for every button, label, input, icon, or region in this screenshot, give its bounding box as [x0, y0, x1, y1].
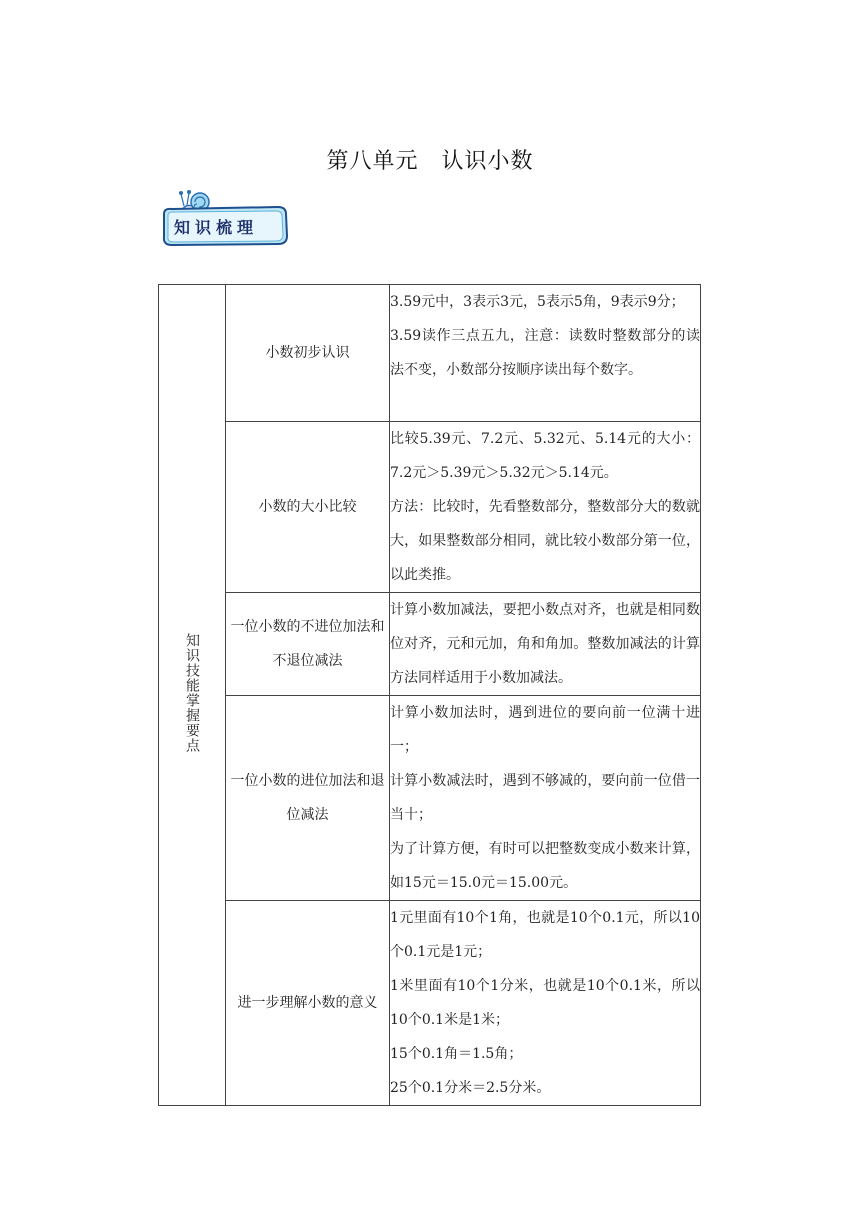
page-title: 第八单元 认识小数: [326, 149, 534, 174]
detail-cell: [390, 285, 701, 422]
category-label: 知识技能掌握要点: [184, 633, 200, 753]
detail-cell: [390, 901, 701, 1106]
detail-line: 计算小数加减法，要把小数点对齐，也就是相同数位对齐，元和元加，角和角加。整数加减法的计算方法同样适用于小数加减法。: [390, 602, 700, 686]
table-row: [159, 593, 701, 696]
detail-line: 3.59读作三点五九，注意：读数时整数部分的读法不变，小数部分按顺序读出每个数字。: [390, 328, 700, 378]
detail-cell: [390, 696, 701, 901]
knowledge-table: [158, 284, 701, 1106]
table-row: [159, 285, 701, 422]
detail-line: 为了计算方便，有时可以把整数变成小数来计算，如15元＝15.0元＝15.00元。: [390, 841, 700, 891]
detail-line: 15个0.1角＝1.5角；: [390, 1046, 523, 1062]
topic-cell: 小数的大小比较: [226, 422, 390, 593]
table-row: [159, 901, 701, 1106]
detail-line: 3.59元中，3表示3元，5表示5角，9表示9分；: [390, 294, 685, 310]
detail-line: 计算小数加法时，遇到进位的要向前一位满十进一；: [390, 705, 700, 755]
detail-line: 计算小数减法时，遇到不够减的，要向前一位借一当十；: [390, 773, 700, 823]
detail-cell: [390, 422, 701, 593]
section-badge: [160, 182, 290, 250]
topic-cell: 进一步理解小数的意义: [226, 901, 390, 1106]
detail-line: 1元里面有10个1角，也就是10个0.1元，所以10个0.1元是1元；: [390, 910, 700, 960]
detail-line: 比较5.39元、7.2元、5.32元、5.14元的大小：7.2元＞5.39元＞5.32元＞5.14元。: [390, 431, 700, 481]
topic-cell: 小数初步认识: [226, 285, 390, 422]
detail-cell: [390, 593, 701, 696]
detail-line: 方法：比较时，先看整数部分，整数部分大的数就大，如果整数部分相同，就比较小数部分第一位，以此类推。: [390, 499, 700, 583]
topic-cell: 一位小数的进位加法和退位减法: [226, 696, 390, 901]
category-cell: [159, 285, 226, 1106]
table-row: [159, 422, 701, 593]
detail-line: 1米里面有10个1分米，也就是10个0.1米，所以10个0.1米是1米；: [390, 978, 700, 1028]
badge-label: 知识梳理: [174, 218, 259, 237]
table-row: [159, 696, 701, 901]
topic-cell: 一位小数的不进位加法和不退位减法: [226, 593, 390, 696]
detail-line: 25个0.1分米＝2.5分米。: [390, 1080, 551, 1096]
